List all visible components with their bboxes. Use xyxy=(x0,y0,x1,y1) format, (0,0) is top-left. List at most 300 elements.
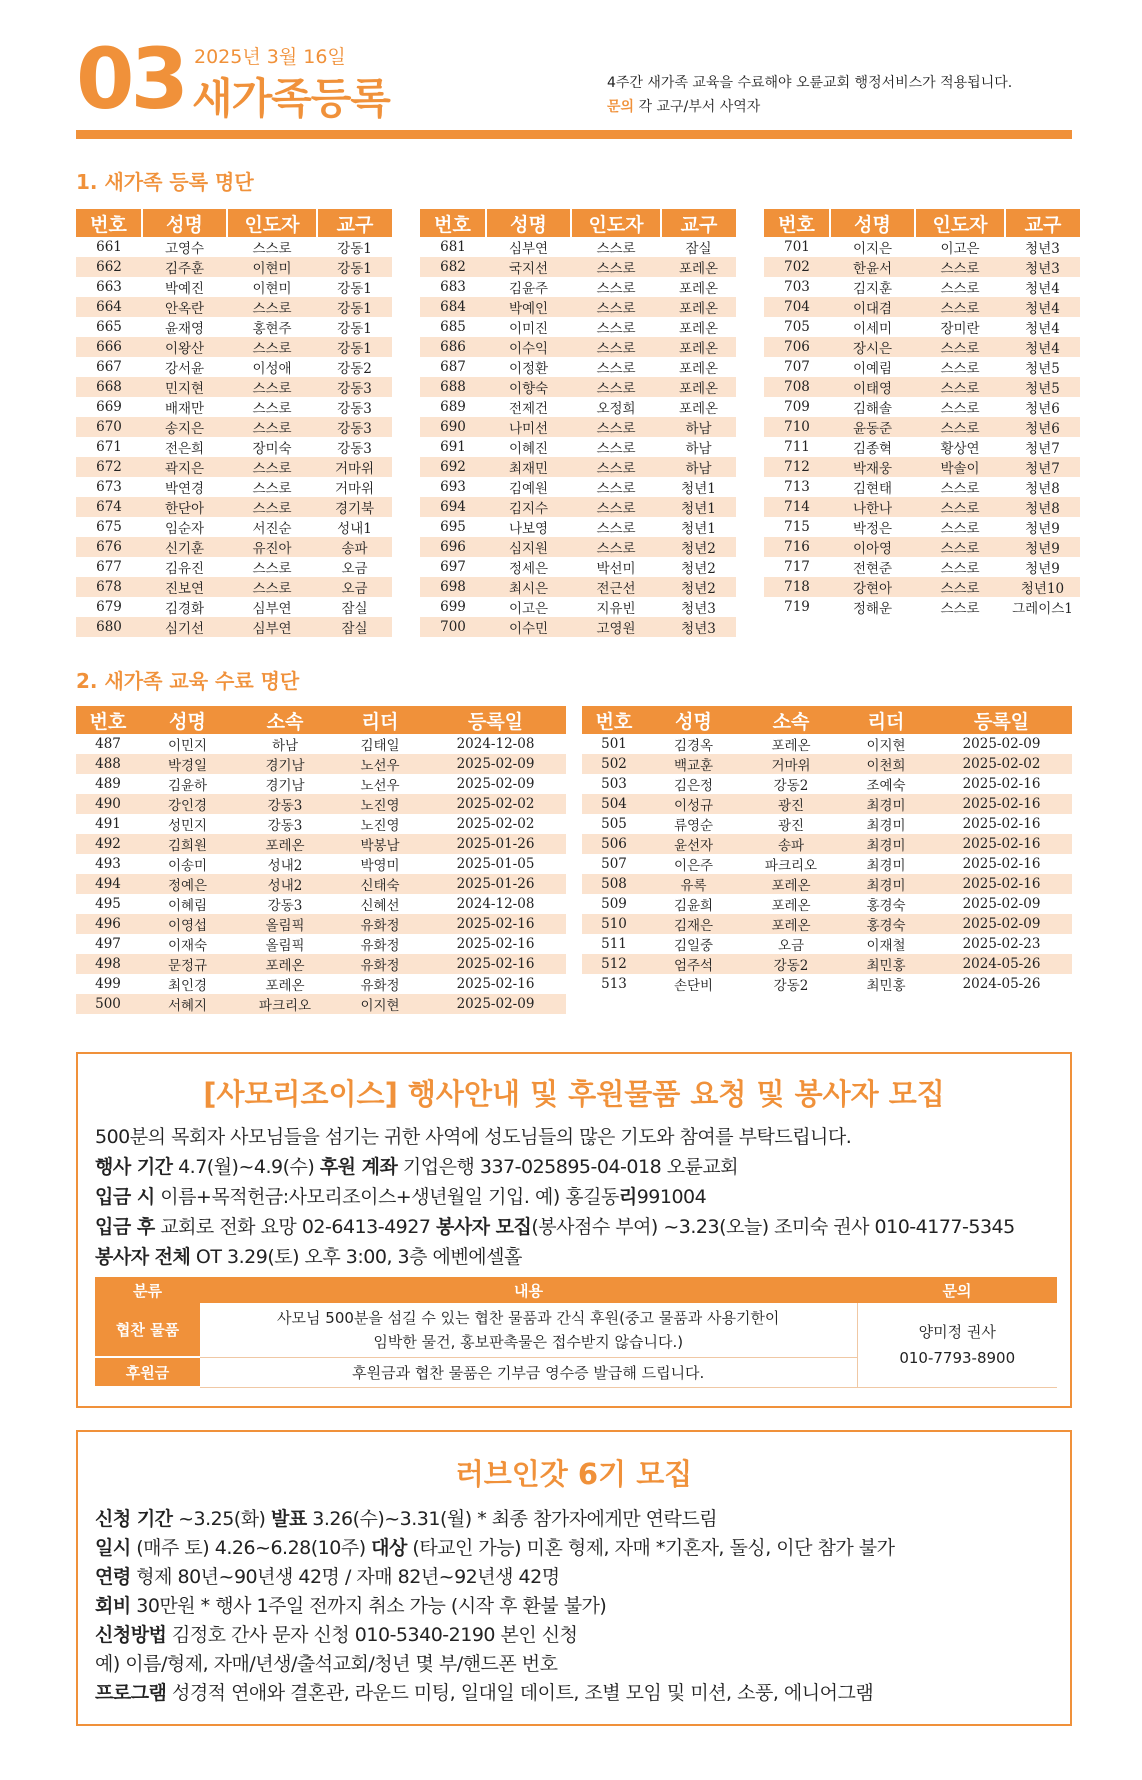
registration-table-1 xyxy=(76,209,392,637)
table-row xyxy=(76,754,566,774)
table-row xyxy=(76,377,392,397)
cell-number: 502 xyxy=(582,754,646,774)
cell-name: 김일중 xyxy=(673,938,714,954)
cell-affiliation: 올림픽 xyxy=(235,914,335,934)
reg-tbody-2 xyxy=(420,237,736,637)
table-row xyxy=(76,734,566,754)
cell-name: 성민지 xyxy=(167,818,208,834)
cell-parish: 청년2 xyxy=(681,561,716,577)
cell-leader: 신혜선 xyxy=(360,898,400,914)
cell-parish: 청년1 xyxy=(661,497,736,517)
cell-number: 666 xyxy=(76,337,142,357)
cell-name: 김윤주 xyxy=(508,281,549,297)
cell-reg-date: 2025-02-02 xyxy=(456,816,535,832)
table-row xyxy=(764,397,1080,417)
cell-affiliation: 광진 xyxy=(777,818,805,834)
cell-name: 박예진 xyxy=(164,281,205,297)
col-header-name: 성명 xyxy=(142,209,227,237)
cell-parish: 포레온 xyxy=(678,401,719,417)
cell-name: 한단아 xyxy=(142,497,227,517)
table-row xyxy=(76,317,392,337)
table-row xyxy=(582,874,1072,894)
cell-number: 512 xyxy=(582,954,646,974)
cell-number: 689 xyxy=(440,399,466,415)
cell-leader: 유화정 xyxy=(335,914,425,934)
col-header-name: 성명 xyxy=(646,706,741,734)
cell-guide: 고영원 xyxy=(571,617,661,637)
cell-name: 민지현 xyxy=(142,377,227,397)
all-label: 봉사자 전체 xyxy=(95,1246,191,1268)
cell-guide: 스스로 xyxy=(227,577,317,597)
cell-parish: 청년3 xyxy=(681,601,716,617)
cell-parish: 강동3 xyxy=(317,417,392,437)
cell-affiliation: 강동2 xyxy=(773,978,809,994)
cell-parish: 청년7 xyxy=(1005,457,1080,477)
cell-leader: 조예숙 xyxy=(866,778,906,794)
page-date: 2025년 3월 16일 xyxy=(194,46,346,68)
cell-affiliation: 포레온 xyxy=(771,898,811,914)
cell-number: 679 xyxy=(96,599,122,615)
cell-number: 674 xyxy=(76,497,142,517)
cell-guide: 장미숙 xyxy=(252,441,292,457)
cell-number: 701 xyxy=(784,239,810,255)
cell-parish: 청년9 xyxy=(1005,537,1080,557)
cell-number: 493 xyxy=(95,856,121,872)
col-header-number: 번호 xyxy=(76,209,142,237)
cell-parish: 잠실 xyxy=(317,617,392,637)
cell-number: 489 xyxy=(95,776,121,792)
cell-leader: 최민홍 xyxy=(841,954,931,974)
cell-name: 김희원 xyxy=(140,834,235,854)
cell-number: 497 xyxy=(95,936,121,952)
table-row xyxy=(764,537,1080,557)
cell-parish: 청년6 xyxy=(1025,401,1060,417)
cell-name: 송지은 xyxy=(142,417,227,437)
cell-reg-date: 2024-12-08 xyxy=(456,736,535,752)
cell-guide: 스스로 xyxy=(915,377,1005,397)
table-row xyxy=(582,894,1072,914)
cell-parish: 강동1 xyxy=(317,257,392,277)
cell-reg-date: 2025-02-16 xyxy=(962,776,1041,792)
col-header-guide: 인도자 xyxy=(227,209,317,237)
fee-value: 30만원 * 행사 1주일 전까지 취소 가능 (시작 후 환불 불가) xyxy=(130,1595,607,1617)
period-label: 행사 기간 xyxy=(95,1156,173,1178)
cell-affiliation: 강동3 xyxy=(235,794,335,814)
cell-number: 718 xyxy=(764,577,830,597)
table-row xyxy=(76,874,566,894)
cell-number: 706 xyxy=(764,337,830,357)
cell-guide: 스스로 xyxy=(571,257,661,277)
cell-number: 697 xyxy=(440,559,466,575)
table-row xyxy=(420,457,736,477)
cell-parish: 청년8 xyxy=(1005,497,1080,517)
lig-apply-line xyxy=(95,1504,717,1531)
cell-parish: 그레이스1 xyxy=(1012,601,1073,617)
cell-parish: 청년8 xyxy=(1025,481,1060,497)
cell-parish: 강동1 xyxy=(337,241,372,257)
deposit-label: 입금 시 xyxy=(95,1186,155,1208)
table-row xyxy=(582,794,1072,814)
cell-parish: 포레온 xyxy=(661,257,736,277)
cell-guide: 스스로 xyxy=(227,337,317,357)
target-value: (타교인 가능) 미혼 형제, 자매 *기혼자, 돌싱, 이단 참가 불가 xyxy=(406,1537,895,1559)
cell-parish: 청년4 xyxy=(1005,337,1080,357)
table-row xyxy=(764,597,1080,617)
cell-name: 국지선 xyxy=(486,257,571,277)
cell-leader: 이천희 xyxy=(841,754,931,774)
cell-name: 나보영 xyxy=(508,521,549,537)
method-value: 김정호 간사 문자 신청 010-5340-2190 본인 신청 xyxy=(166,1624,578,1646)
cell-name: 신기훈 xyxy=(142,537,227,557)
cell-name: 김은정 xyxy=(673,778,714,794)
cell-guide: 스스로 xyxy=(252,481,292,497)
cell-parish: 청년9 xyxy=(1025,561,1060,577)
lig-method-line xyxy=(95,1620,578,1647)
table-row xyxy=(76,257,392,277)
cell-number: 675 xyxy=(96,519,122,535)
volunteer-value: (봉사점수 부여) ~3.23(오늘) 조미숙 권사 010-4177-5345 xyxy=(531,1216,1015,1238)
cell-number: 662 xyxy=(76,257,142,277)
cell-name: 이혜림 xyxy=(167,898,208,914)
cell-reg-date: 2025-02-09 xyxy=(931,914,1072,934)
cell-reg-date: 2025-02-09 xyxy=(425,754,566,774)
cell-name: 최인경 xyxy=(167,978,208,994)
cell-guide: 스스로 xyxy=(571,457,661,477)
cell-name: 김종혁 xyxy=(852,441,893,457)
table-row xyxy=(76,894,566,914)
cell-number: 715 xyxy=(784,519,810,535)
section1-title: 1. 새가족 등록 명단 xyxy=(76,170,254,194)
table-row xyxy=(420,617,736,637)
cell-reg-date: 2025-02-16 xyxy=(456,936,535,952)
col-header-guide: 인도자 xyxy=(571,209,661,237)
cell-name: 나미선 xyxy=(486,417,571,437)
table-row xyxy=(582,734,1072,754)
cell-affiliation: 경기남 xyxy=(235,754,335,774)
cell-name: 이은주 xyxy=(673,858,714,874)
col-header-reg-date: 등록일 xyxy=(931,706,1072,734)
cell-guide: 스스로 xyxy=(940,601,980,617)
cell-name: 이재숙 xyxy=(167,938,208,954)
cell-number: 513 xyxy=(601,976,627,992)
cell-number: 700 xyxy=(420,617,486,637)
cell-parish: 경기북 xyxy=(317,497,392,517)
cell-name: 최시은 xyxy=(486,577,571,597)
cell-parish: 성내1 xyxy=(337,521,372,537)
cell-parish: 청년2 xyxy=(661,537,736,557)
lig-date-line xyxy=(95,1533,895,1560)
table-row xyxy=(764,477,1080,497)
cell-affiliation: 포레온 xyxy=(265,978,305,994)
col-header-name: 성명 xyxy=(140,706,235,734)
table-row xyxy=(420,537,736,557)
cell-number: 508 xyxy=(582,874,646,894)
col-header-parish: 교구 xyxy=(317,209,392,237)
cell-guide: 스스로 xyxy=(596,361,636,377)
loveingat-box xyxy=(76,1430,1072,1726)
age-label: 연령 xyxy=(95,1566,131,1588)
cell-leader: 이지현 xyxy=(335,994,425,1014)
cell-leader: 박영미 xyxy=(360,858,400,874)
table-row xyxy=(764,337,1080,357)
table-row xyxy=(76,774,566,794)
cell-number: 488 xyxy=(76,754,140,774)
cell-guide: 스스로 xyxy=(915,537,1005,557)
table-row xyxy=(76,854,566,874)
cell-affiliation: 파크리오 xyxy=(764,858,818,874)
table-row xyxy=(76,337,392,357)
cell-name: 안옥란 xyxy=(142,297,227,317)
table-row xyxy=(582,754,1072,774)
cell-parish: 오금 xyxy=(341,561,368,577)
cell-parish: 하남 xyxy=(685,441,712,457)
cell-number: 691 xyxy=(440,439,466,455)
cell-number: 505 xyxy=(601,816,627,832)
inquiry-label: 문의 xyxy=(607,99,635,115)
col-header-reg-date: 등록일 xyxy=(425,706,566,734)
registration-table-2 xyxy=(420,209,736,637)
table-row xyxy=(420,277,736,297)
cell-guide: 스스로 xyxy=(915,257,1005,277)
table-row xyxy=(420,257,736,277)
table-row xyxy=(76,397,392,417)
table-row xyxy=(76,994,566,1014)
table-row xyxy=(764,257,1080,277)
table-row xyxy=(582,974,1072,994)
col-header-leader: 리더 xyxy=(335,706,425,734)
deposit-value: 이름+목적헌금:사모리조이스+생년월일 기입. 예) 홍길동 xyxy=(154,1186,619,1208)
table-row xyxy=(420,577,736,597)
cell-name: 이예림 xyxy=(852,361,893,377)
table-row xyxy=(420,557,736,577)
table-row xyxy=(764,577,1080,597)
cell-number: 717 xyxy=(784,559,810,575)
program-label: 프로그램 xyxy=(95,1682,167,1704)
sup-content-line1: 사모님 500분을 섬길 수 있는 협찬 물품과 간식 후원(중고 물품과 사용기한이 xyxy=(277,1308,780,1327)
table-row xyxy=(764,377,1080,397)
table-row xyxy=(76,834,566,854)
cell-guide: 스스로 xyxy=(915,337,1005,357)
cell-parish: 포레온 xyxy=(661,297,736,317)
header-note: 4주간 새가족 교육을 수료해야 오륜교회 행정서비스가 적용됩니다. xyxy=(607,75,1013,91)
samori-title: [사모리조이스] 행사안내 및 후원물품 요청 및 봉사자 모집 xyxy=(203,1077,945,1111)
cell-name: 김현태 xyxy=(852,481,893,497)
cell-guide: 스스로 xyxy=(940,521,980,537)
after-value: 교회로 전화 요망 02-6413-4927 xyxy=(154,1216,436,1238)
cell-number: 509 xyxy=(601,896,627,912)
cell-reg-date: 2024-05-26 xyxy=(962,976,1041,992)
cell-parish: 송파 xyxy=(317,537,392,557)
lig-fee-line xyxy=(95,1591,606,1618)
table-row xyxy=(420,377,736,397)
table-row xyxy=(764,317,1080,337)
cell-guide: 이현미 xyxy=(227,257,317,277)
sup-content-donation: 후원금과 협찬 물품은 기부금 영수증 발급해 드립니다. xyxy=(200,1357,857,1387)
cell-guide: 스스로 xyxy=(227,297,317,317)
cell-name: 박예인 xyxy=(486,297,571,317)
table-row xyxy=(764,357,1080,377)
cell-guide: 스스로 xyxy=(571,497,661,517)
cell-number: 693 xyxy=(440,479,466,495)
cell-number: 704 xyxy=(764,297,830,317)
cell-number: 709 xyxy=(784,399,810,415)
cell-name: 문정규 xyxy=(140,954,235,974)
cell-parish: 청년3 xyxy=(661,617,736,637)
cell-parish: 하남 xyxy=(661,457,736,477)
table-row xyxy=(582,934,1072,954)
cell-leader: 신태숙 xyxy=(335,874,425,894)
cell-name: 이수익 xyxy=(486,337,571,357)
after-label: 입금 후 xyxy=(95,1216,155,1238)
col-header-guide: 인도자 xyxy=(915,209,1005,237)
cell-guide: 스스로 xyxy=(571,377,661,397)
cell-affiliation: 거마위 xyxy=(741,754,841,774)
apply-label: 신청 기간 xyxy=(95,1508,173,1530)
cell-affiliation: 강동3 xyxy=(267,898,303,914)
cell-parish: 강동1 xyxy=(337,321,372,337)
cell-guide: 스스로 xyxy=(596,241,636,257)
lig-example-line: 예) 이름/형제, 자매/년생/출석교회/청년 몇 부/핸드폰 번호 xyxy=(95,1653,558,1675)
cell-parish: 포레온 xyxy=(678,361,719,377)
inquiry-text: 각 교구/부서 사역자 xyxy=(634,99,761,115)
table-row xyxy=(420,357,736,377)
cell-guide: 스스로 xyxy=(227,457,317,477)
cell-parish: 청년5 xyxy=(1005,377,1080,397)
cell-guide: 이고은 xyxy=(940,241,980,257)
table-row xyxy=(420,597,736,617)
cell-parish: 강동3 xyxy=(317,377,392,397)
cell-guide: 지유빈 xyxy=(596,601,636,617)
cell-number: 670 xyxy=(76,417,142,437)
contact-phone: 010-7793-8900 xyxy=(899,1348,1016,1367)
cell-number: 719 xyxy=(784,599,810,615)
reg-tbody-3 xyxy=(764,237,1080,617)
cell-guide: 오정희 xyxy=(596,401,636,417)
cell-affiliation: 경기남 xyxy=(265,778,305,794)
comp-tbody-1 xyxy=(76,734,566,1014)
table-row xyxy=(764,237,1080,257)
cell-guide: 스스로 xyxy=(252,241,292,257)
cell-reg-date: 2025-02-16 xyxy=(962,816,1041,832)
cell-name: 곽지은 xyxy=(142,457,227,477)
cell-name: 이세미 xyxy=(852,321,893,337)
cell-parish: 청년4 xyxy=(1005,297,1080,317)
cell-leader: 유화정 xyxy=(335,954,425,974)
cell-reg-date: 2025-02-16 xyxy=(931,874,1072,894)
cell-name: 백교훈 xyxy=(646,754,741,774)
cell-number: 673 xyxy=(96,479,122,495)
cell-number: 506 xyxy=(582,834,646,854)
table-row xyxy=(76,357,392,377)
cell-affiliation: 포레온 xyxy=(741,874,841,894)
cell-guide: 이현미 xyxy=(252,281,292,297)
cell-name: 김해솔 xyxy=(852,401,893,417)
table-row xyxy=(76,417,392,437)
cell-parish: 강동3 xyxy=(337,401,372,417)
col-header-name: 성명 xyxy=(486,209,571,237)
cell-affiliation: 올림픽 xyxy=(265,938,305,954)
sup-header-contact: 문의 xyxy=(857,1277,1057,1303)
cell-number: 680 xyxy=(76,617,142,637)
cell-number: 494 xyxy=(76,874,140,894)
registration-table-3 xyxy=(764,209,1080,617)
cell-name: 이대겸 xyxy=(830,297,915,317)
table-row xyxy=(76,954,566,974)
volunteer-label: 봉사자 모집 xyxy=(435,1216,532,1238)
cell-guide: 스스로 xyxy=(571,417,661,437)
cell-reg-date: 2025-02-16 xyxy=(425,914,566,934)
cell-name: 이수민 xyxy=(486,617,571,637)
cell-number: 510 xyxy=(582,914,646,934)
cell-parish: 청년1 xyxy=(681,481,716,497)
cell-name: 류영순 xyxy=(673,818,714,834)
sup-content-line2: 임박한 물건, 홍보판촉물은 접수받지 않습니다.) xyxy=(373,1332,684,1351)
cell-name: 심기선 xyxy=(142,617,227,637)
cell-parish: 청년3 xyxy=(1025,241,1060,257)
cell-parish: 강동1 xyxy=(317,297,392,317)
cell-guide: 박선미 xyxy=(596,561,636,577)
cell-guide: 스스로 xyxy=(915,497,1005,517)
cell-name: 이향숙 xyxy=(486,377,571,397)
cell-parish: 포레온 xyxy=(661,337,736,357)
table-row xyxy=(420,477,736,497)
samori-intro: 500분의 목회자 사모님들을 섬기는 귀한 사역에 성도님들의 많은 기도와 참여를 부탁드립니다. xyxy=(95,1126,852,1148)
cell-parish: 청년4 xyxy=(1025,281,1060,297)
sup-cat-donation: 후원금 xyxy=(95,1357,200,1387)
cell-name: 윤재영 xyxy=(164,321,205,337)
table-row xyxy=(420,437,736,457)
completion-table-1 xyxy=(76,706,566,1014)
sup-content-items xyxy=(200,1303,857,1357)
cell-parish: 거마위 xyxy=(317,457,392,477)
cell-parish: 청년2 xyxy=(661,577,736,597)
table-row xyxy=(76,617,392,637)
cell-name: 김재은 xyxy=(646,914,741,934)
cell-guide: 스스로 xyxy=(596,321,636,337)
cell-number: 496 xyxy=(76,914,140,934)
cell-guide: 홍현주 xyxy=(252,321,292,337)
cell-name: 박경일 xyxy=(140,754,235,774)
cell-guide: 황상연 xyxy=(940,441,980,457)
cell-number: 688 xyxy=(420,377,486,397)
cell-number: 492 xyxy=(76,834,140,854)
cell-affiliation: 강동2 xyxy=(773,778,809,794)
cell-parish: 잠실 xyxy=(685,241,712,257)
page-number: 03 xyxy=(76,30,185,128)
cell-number: 669 xyxy=(96,399,122,415)
cell-guide: 스스로 xyxy=(940,561,980,577)
cell-name: 이태영 xyxy=(830,377,915,397)
table-row xyxy=(76,557,392,577)
cell-affiliation: 강동2 xyxy=(741,954,841,974)
col-header-number: 번호 xyxy=(764,209,830,237)
cell-name: 이성규 xyxy=(646,794,741,814)
cell-number: 716 xyxy=(764,537,830,557)
cell-leader: 김태일 xyxy=(360,738,400,754)
cell-name: 임순자 xyxy=(164,521,205,537)
cell-name: 이아영 xyxy=(830,537,915,557)
cell-name: 윤선자 xyxy=(646,834,741,854)
cell-number: 694 xyxy=(420,497,486,517)
cell-guide: 스스로 xyxy=(252,401,292,417)
cell-leader: 박봉남 xyxy=(335,834,425,854)
col-header-parish: 교구 xyxy=(661,209,736,237)
lig-age-line xyxy=(95,1562,560,1589)
cell-parish: 잠실 xyxy=(341,601,368,617)
table-row xyxy=(764,517,1080,537)
cell-name: 엄주석 xyxy=(646,954,741,974)
cell-name: 강서윤 xyxy=(164,361,205,377)
